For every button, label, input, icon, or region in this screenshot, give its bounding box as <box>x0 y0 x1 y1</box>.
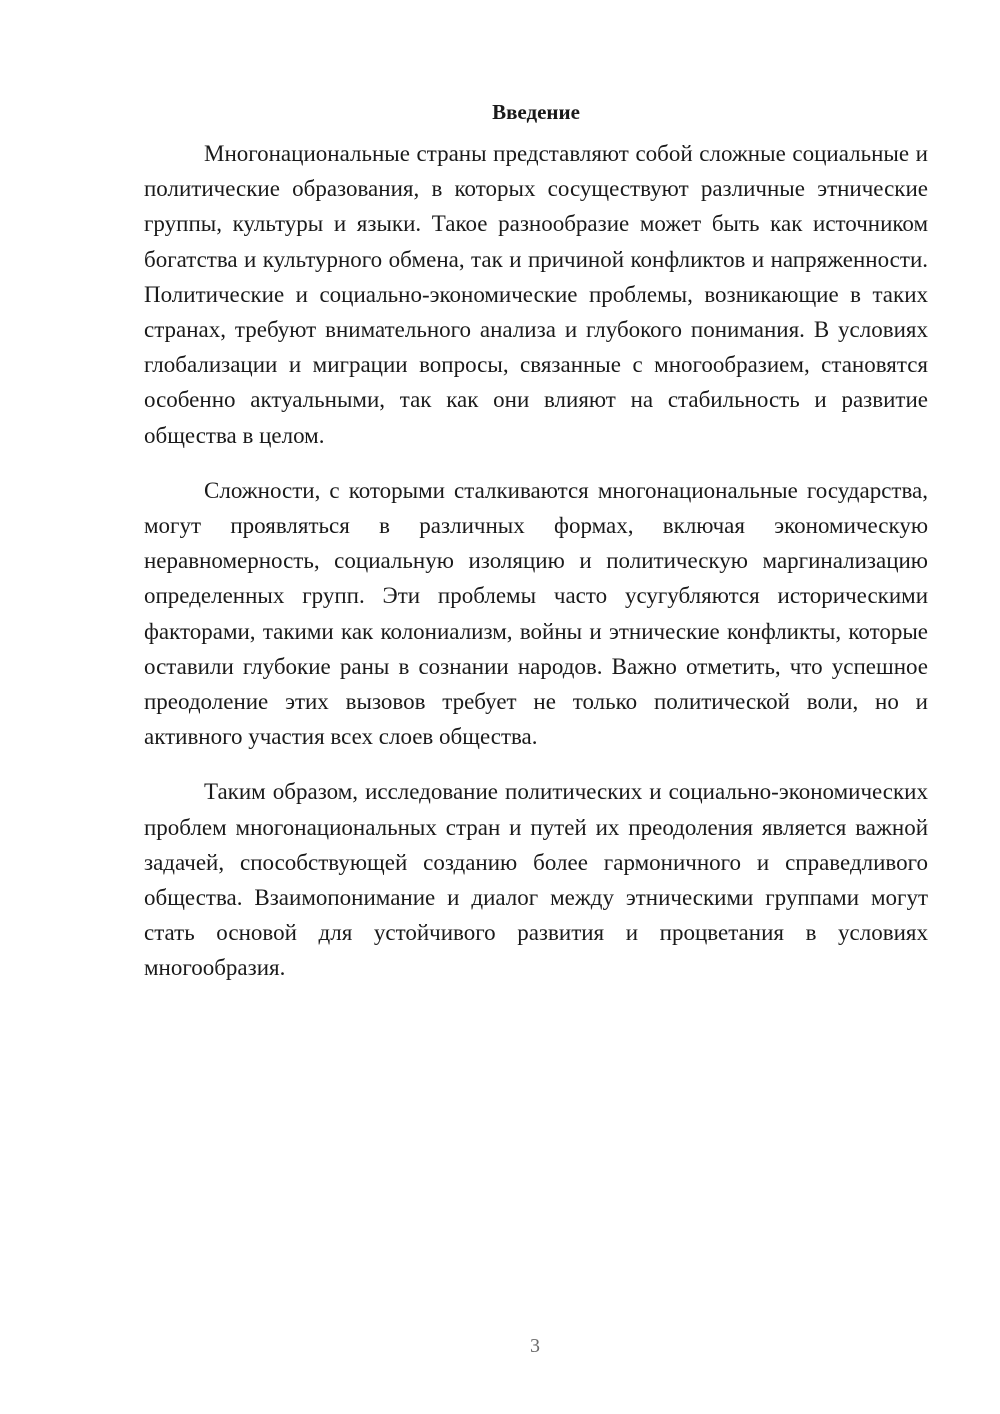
paragraph-conclusion: Таким образом, исследование политических и социально-экономических проблем многонациональных стран и путей их преодоления является важной задачей, способствующей созданию более гармоничного и справедливого общества. Взаимопонимание и диалог между этническими группами могут стать основой для устойчивого развития и процветания в условиях многообразия. <box>144 779 928 981</box>
section-title: Введение <box>492 100 580 124</box>
document-body <box>144 96 928 1006</box>
paragraph-challenges: Сложности, с которыми сталкиваются многонациональные государства, могут проявляться в различных формах, включая экономическую неравномерность, социальную изоляцию и политическую маргинализацию определенных групп. Эти проблемы часто усугубляются историческими факторами, такими как колониализм, войны и этнические конфликты, которые оставили глубокие раны в сознании народов. Важно отметить, что успешное преодоление этих вызовов требует не только политической воли, но и активного участия всех слоев общества. <box>144 477 928 750</box>
page-number: 3 <box>530 1335 540 1357</box>
paragraph-intro: Многонациональные страны представляют собой сложные социальные и политические образования, в которых сосуществуют различные этнические группы, культуры и языки. Такое разнообразие может быть как источником богатства и культурного обмена, так и причиной конфликтов и напряженности. Политические и социально-экономические проблемы, возникающие в таких странах, требуют внимательного анализа и глубокого понимания. В условиях глобализации и миграции вопросы, связанные с многообразием, становятся особенно актуальными, так как они влияют на стабильность и развитие общества в целом. <box>144 141 928 448</box>
